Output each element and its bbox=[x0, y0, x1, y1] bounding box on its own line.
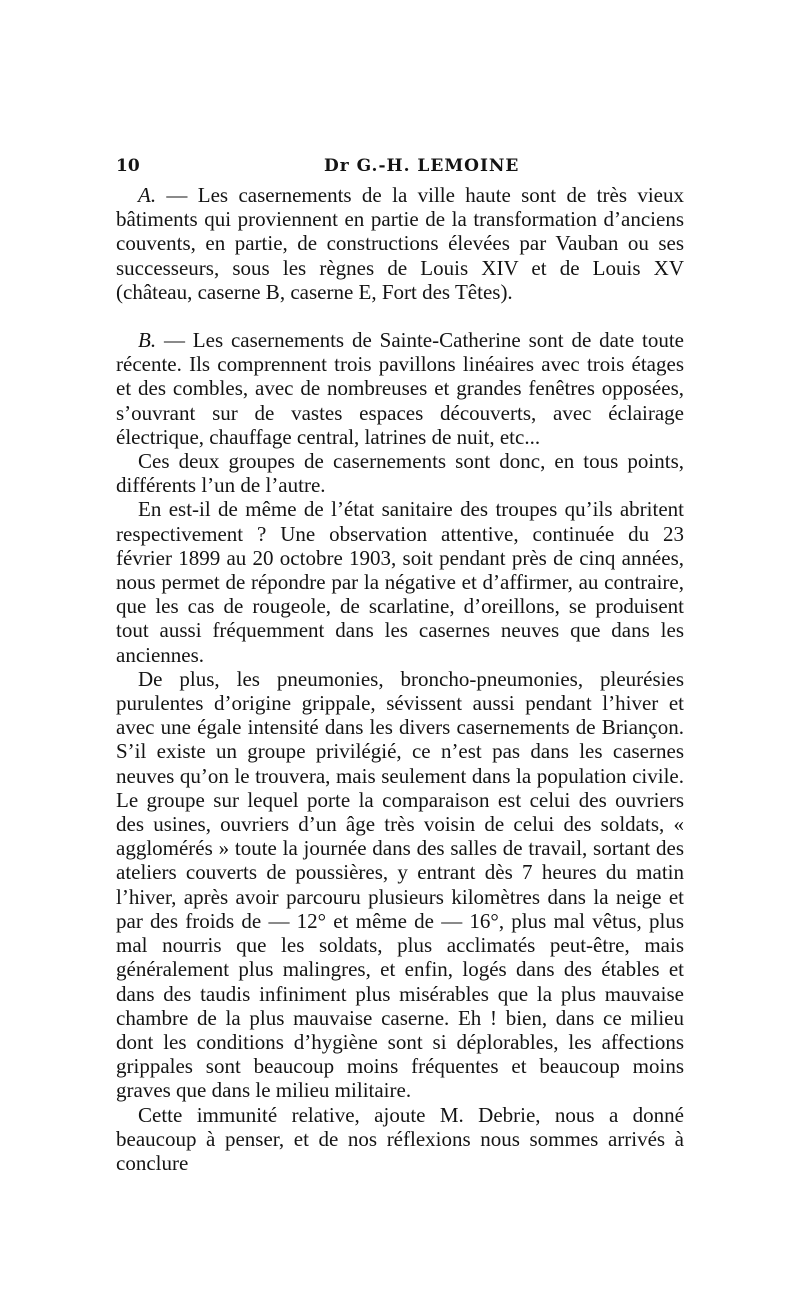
running-head bbox=[116, 152, 684, 178]
paragraph-3: Ces deux groupes de casernements sont donc, en tous points, différents l’un de l’autre. bbox=[116, 449, 684, 498]
paragraph-a-text: — Les casernements de la ville haute sont de très vieux bâtiments qui proviennent en partie de la transformation d’anciens couvents, en partie, de constructions élevées par Vauban ou ses successeurs, sous les règnes de Louis XIV et de Louis XV (château, caserne B, caserne E, Fort des Têtes). bbox=[116, 183, 684, 304]
paragraph-5: De plus, les pneumonies, broncho-pneumonies, pleurésies purulentes d’origine grippale, sévissent aussi pendant l’hiver et avec une égale intensité dans les divers casernements de Briançon. S’il existe un groupe privilégié, ce n’est pas dans les casernes neuves qu’on le trouvera, mais seulement dans la population civile. Le groupe sur lequel porte la comparaison est celui des ouvriers des usines, ouvriers d’un âge très voisin de celui des soldats, « agglomérés » toute la journée dans des salles de travail, sortant des ateliers couverts de poussières, y entrant dès 7 heures du matin l’hiver, après avoir parcouru plusieurs kilomètres dans la neige et par des froids de — 12° et même de — 16°, plus mal vêtus, plus mal nourris que les soldats, plus acclimatés peut-être, mais généralement plus malingres, et enfin, logés dans des étables et dans des taudis infiniment plus misérables que la plus mauvaise chambre de la plus mauvaise caserne. Eh ! bien, dans ce milieu dont les conditions d’hygiène sont si déplorables, les affections grippales sont beaucoup moins fréquentes et beaucoup moins graves que dans le milieu militaire. bbox=[116, 666, 684, 1103]
paragraph-4: En est-il de même de l’état sanitaire des troupes qu’ils abritent respectivement ? Une observation attentive, continuée du 23 février 1899 au 20 octobre 1903, soit pendant près de cinq années, nous permet de répondre par la négative et d’affirmer, au contraire, que les cas de rougeole, de scarlatine, d’oreillons, se produisent tout aussi fréquemment dans les casernes neuves que dans les anciennes. bbox=[116, 497, 684, 667]
section-label-a: A. bbox=[138, 183, 157, 207]
paragraph-6: Cette immunité relative, ajoute M. Debrie, nous a donné beaucoup à penser, et de nos réflexions nous sommes arrivés à conclure bbox=[116, 1102, 684, 1175]
paragraph-b bbox=[116, 328, 684, 449]
paragraph-a bbox=[116, 183, 684, 304]
body-text bbox=[116, 183, 684, 1175]
section-label-b: B. bbox=[138, 328, 157, 353]
page-number: 10 bbox=[116, 156, 140, 176]
paragraph-b-text: — Les casernements de Sainte-Catherine sont de date toute récente. Ils comprennent trois pavillons linéaires avec trois étages et des combles, avec de nombreuses et grandes fenêtres opposées, s’ouvrant sur de vastes espaces découverts, avec éclairage électrique, chauffage central, latrines de nuit, etc... bbox=[116, 328, 684, 449]
running-title: Dr G.-H. LEMOINE bbox=[324, 156, 520, 176]
